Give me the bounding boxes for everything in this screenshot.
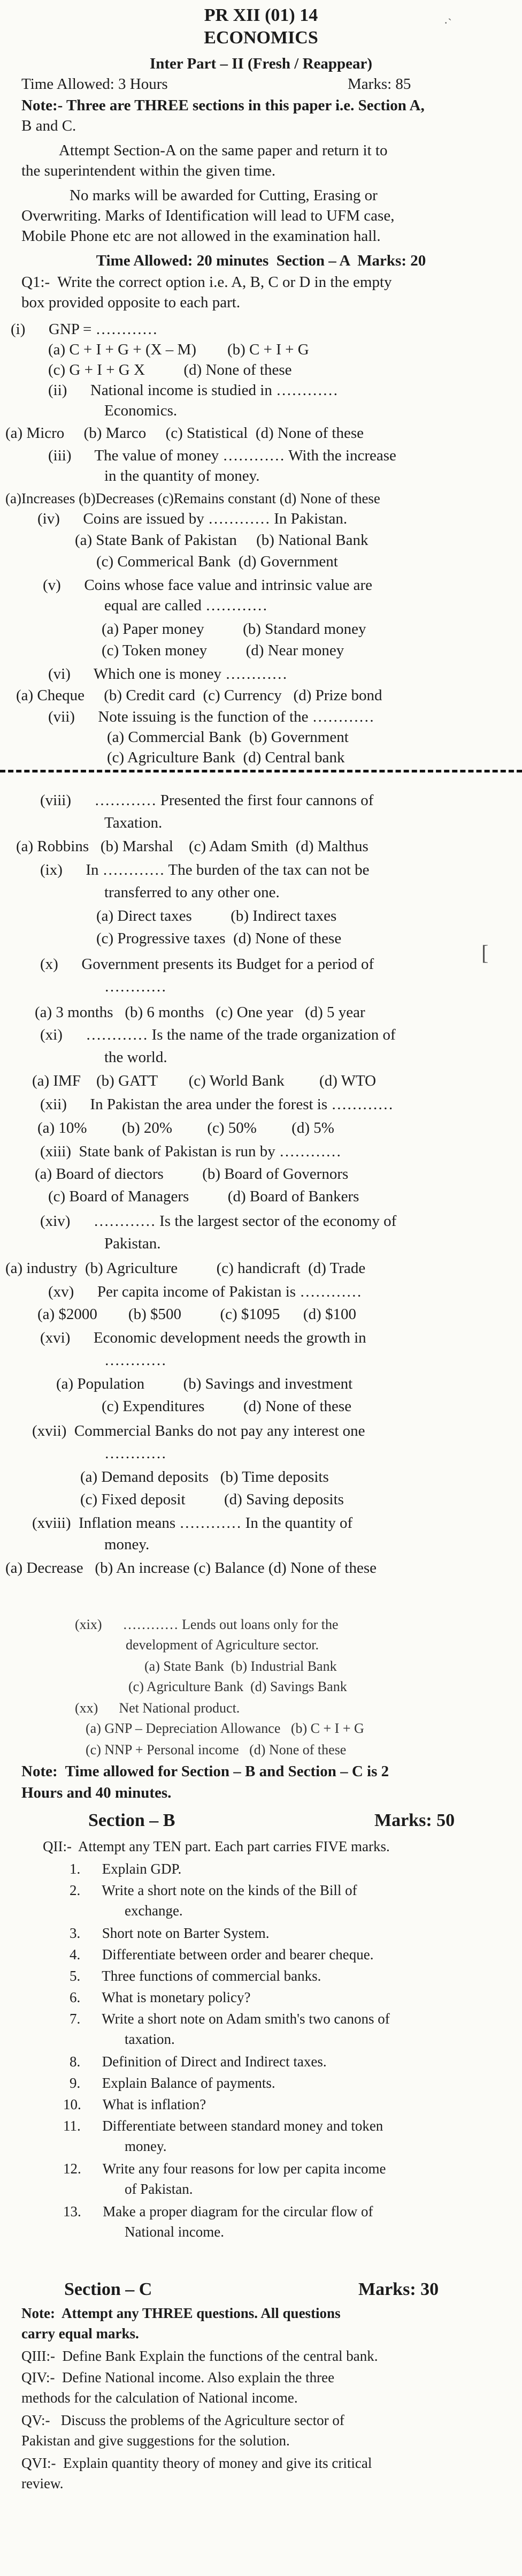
mcq-line: (xiv) ………… Is the largest sector of the economy of [40,1213,397,1230]
mcq-line: (xix) ………… Lends out loans only for the [75,1617,339,1632]
scan-speck: [ [481,941,489,965]
section-c-title: Section – C [64,2279,152,2299]
mcq-line: (c) Fixed deposit (d) Saving deposits [80,1491,344,1508]
note-line-2: B and C. [21,117,76,134]
scan-speck: ·ˋ [444,16,452,29]
mcq-line: Taxation. [104,814,163,831]
mcq-line: (v) Coins whose face value and intrinsic value are [43,577,373,594]
mcq-line: (xii) In Pakistan the area under the forest is ………… [40,1096,394,1113]
mcq-line: (a) Decrease (b) An increase (c) Balance (d) None of these [5,1559,377,1577]
mcq-line: (c) Agriculture Bank (d) Savings Bank [128,1679,347,1694]
mcq-line: in the quantity of money. [104,467,260,484]
mcq-line: (a) GNP – Depreciation Allowance (b) C + I + G [86,1721,364,1736]
mcq-line: (a) Paper money (b) Standard money [102,620,366,638]
section-b-item: 12. Write any four reasons for low per capita income [63,2161,386,2177]
mcq-line: (xx) Net National product. [75,1700,240,1716]
exam-title: Inter Part – II (Fresh / Reappear) [149,55,373,72]
mcq-line: (x) Government presents its Budget for a period of [40,956,374,973]
section-b-item: 5. Three functions of commercial banks. [70,1968,321,1984]
section-b-intro: QII:- Attempt any TEN part. Each part carries FIVE marks. [43,1838,390,1854]
section-b-item: 11. Differentiate between standard money and token [63,2118,383,2134]
mcq-line: (ii) National income is studied in ………… [48,382,339,399]
mcq-line: (viii) ………… Presented the first four cannons of [40,792,374,809]
mcq-line: (c) Board of Managers (d) Board of Bankers [48,1188,359,1205]
mcq-line: (c) Agriculture Bank (d) Central bank [107,749,345,766]
section-c-note-2: carry equal marks. [21,2325,139,2342]
section-c-question: review. [21,2475,64,2491]
mcq-line: (xiii) State bank of Pakistan is run by ………… [40,1143,342,1160]
section-c-marks: Marks: 30 [358,2279,439,2299]
mcq-line: (c) Expenditures (d) None of these [102,1398,352,1415]
mcq-line: (a) Robbins (b) Marshal (c) Adam Smith (d) Malthus [16,838,369,855]
note-line-3: Attempt Section-A on the same paper and return it to [59,142,388,159]
mcq-line: (a) Population (b) Savings and investment [56,1375,353,1392]
mcq-line: (xi) ………… Is the name of the trade organization of [40,1026,396,1043]
mcq-line: (vi) Which one is money ………… [48,665,288,683]
mcq-line: (a) State Bank of Pakistan (b) National Bank [75,532,369,549]
mcq-line: (xv) Per capita income of Pakistan is ………… [48,1283,362,1300]
time-note-line-1: Note: Time allowed for Section – B and Section – C is 2 [21,1763,389,1780]
mcq-line: equal are called ………… [104,597,268,614]
q1-line-1: Q1:- Write the correct option i.e. A, B, C or D in the empty [21,274,392,291]
section-b-marks: Marks: 50 [374,1810,455,1830]
section-b-item: 8. Definition of Direct and Indirect taxes. [70,2054,327,2070]
mcq-line: (xvii) Commercial Banks do not pay any interest one [32,1422,365,1439]
mcq-line: Economics. [104,402,178,419]
section-b-item: money. [125,2138,167,2154]
section-b-title: Section – B [88,1810,175,1830]
mcq-line: (a) Commercial Bank (b) Government [107,729,349,746]
note-line-6: Overwriting. Marks of Identification will lead to UFM case, [21,207,395,224]
mcq-line: (xviii) Inflation means ………… In the quantity of [32,1514,353,1532]
mcq-line: (a) IMF (b) GATT (c) World Bank (d) WTO [32,1072,377,1089]
mcq-line: (c) Commerical Bank (d) Government [96,553,338,570]
mcq-line: ………… [104,978,166,995]
mcq-line: money. [104,1536,150,1553]
mcq-line: (a) Cheque (b) Credit card (c) Currency (d) Prize bond [16,687,382,704]
mcq-line: (c) Progressive taxes (d) None of these [96,930,342,947]
section-b-item: 13. Make a proper diagram for the circular flow of [63,2203,373,2219]
mcq-line: (i) GNP = ………… [11,321,158,338]
section-b-item: exchange. [125,1903,183,1919]
mcq-line: (c) Token money (d) Near money [102,642,344,659]
section-b-item: 3. Short note on Barter System. [70,1925,270,1941]
section-c-question: QVI:- Explain quantity theory of money and give its critical [21,2455,372,2471]
section-c-question: QIV:- Define National income. Also explain the three [21,2369,335,2385]
mcq-line: (ix) In ………… The burden of the tax can not be [40,861,370,878]
section-b-item: of Pakistan. [125,2181,193,2197]
note-line-7: Mobile Phone etc are not allowed in the examination hall. [21,228,381,245]
mcq-line: ………… [104,1445,166,1462]
time-allowed: Time Allowed: 3 Hours [21,75,168,93]
mcq-line: (a) C + I + G + (X – M) (b) C + I + G [48,341,309,358]
mcq-line: development of Agriculture sector. [126,1637,319,1653]
time-note-line-2: Hours and 40 minutes. [21,1784,172,1801]
mcq-line: the world. [104,1049,167,1066]
section-b-item: 4. Differentiate between order and bearer cheque. [70,1946,374,1963]
section-b-item: 1. Explain GDP. [70,1861,182,1877]
mcq-line: (a) $2000 (b) $500 (c) $1095 (d) $100 [37,1306,357,1323]
mcq-line: (c) G + I + G X (d) None of these [48,361,292,378]
mcq-line: (a) 3 months (b) 6 months (c) One year (d) 5 year [35,1004,365,1021]
mcq-line: (a) Direct taxes (b) Indirect taxes [96,907,337,925]
mcq-line: (c) NNP + Personal income (d) None of these [86,1742,347,1757]
section-c-note-1: Note: Attempt any THREE questions. All questions [21,2305,341,2321]
section-c-question: QV:- Discuss the problems of the Agriculture sector of [21,2412,344,2428]
section-b-item: National income. [125,2224,224,2240]
mcq-line: (xvi) Economic development needs the growth in [40,1329,366,1346]
mcq-line: ………… [104,1352,166,1369]
section-b-item: 6. What is monetary policy? [70,1989,251,2005]
mcq-line: (a)Increases (b)Decreases (c)Remains constant (d) None of these [5,490,380,506]
section-b-item: 2. Write a short note on the kinds of the Bill of [70,1882,357,1898]
section-c-question: methods for the calculation of National income. [21,2390,298,2406]
mcq-line: (iii) The value of money ………… With the increase [48,447,396,464]
mcq-line: transferred to any other one. [104,884,280,901]
section-c-question: QIII:- Define Bank Explain the functions of the central bank. [21,2348,378,2364]
section-c-question: Pakistan and give suggestions for the solution. [21,2433,290,2449]
paper-code: PR XII (01) 14 [204,5,318,25]
section-b-item: taxation. [125,2031,175,2047]
section-a-heading: Time Allowed: 20 minutes Section – A Marks: 20 [96,252,426,269]
mcq-line: Pakistan. [104,1235,161,1252]
note-line-1: Note:- Three are THREE sections in this paper i.e. Section A, [21,97,425,114]
note-line-4: the superintendent within the given time. [21,162,276,179]
mcq-line: (a) industry (b) Agriculture (c) handicraft (d) Trade [5,1260,366,1277]
total-marks: Marks: 85 [348,75,411,93]
subject-title: ECONOMICS [204,28,318,48]
mcq-line: (a) State Bank (b) Industrial Bank [144,1658,337,1674]
mcq-line: (a) Demand deposits (b) Time deposits [80,1468,329,1486]
section-b-item: 10. What is inflation? [63,2096,206,2112]
q1-line-2: box provided opposite to each part. [21,294,241,311]
mcq-line: (vii) Note issuing is the function of the ………… [48,708,374,725]
mcq-line: (a) 10% (b) 20% (c) 50% (d) 5% [37,1119,334,1137]
note-line-5: No marks will be awarded for Cutting, Erasing or [70,187,378,204]
page-break-dashed-rule [0,770,522,772]
section-b-item: 9. Explain Balance of payments. [70,2075,275,2091]
mcq-line: (a) Board of diectors (b) Board of Governors [35,1165,349,1183]
mcq-line: (a) Micro (b) Marco (c) Statistical (d) None of these [5,425,364,442]
section-b-item: 7. Write a short note on Adam smith's two canons of [70,2011,390,2027]
mcq-line: (iv) Coins are issued by ………… In Pakistan. [37,510,348,527]
